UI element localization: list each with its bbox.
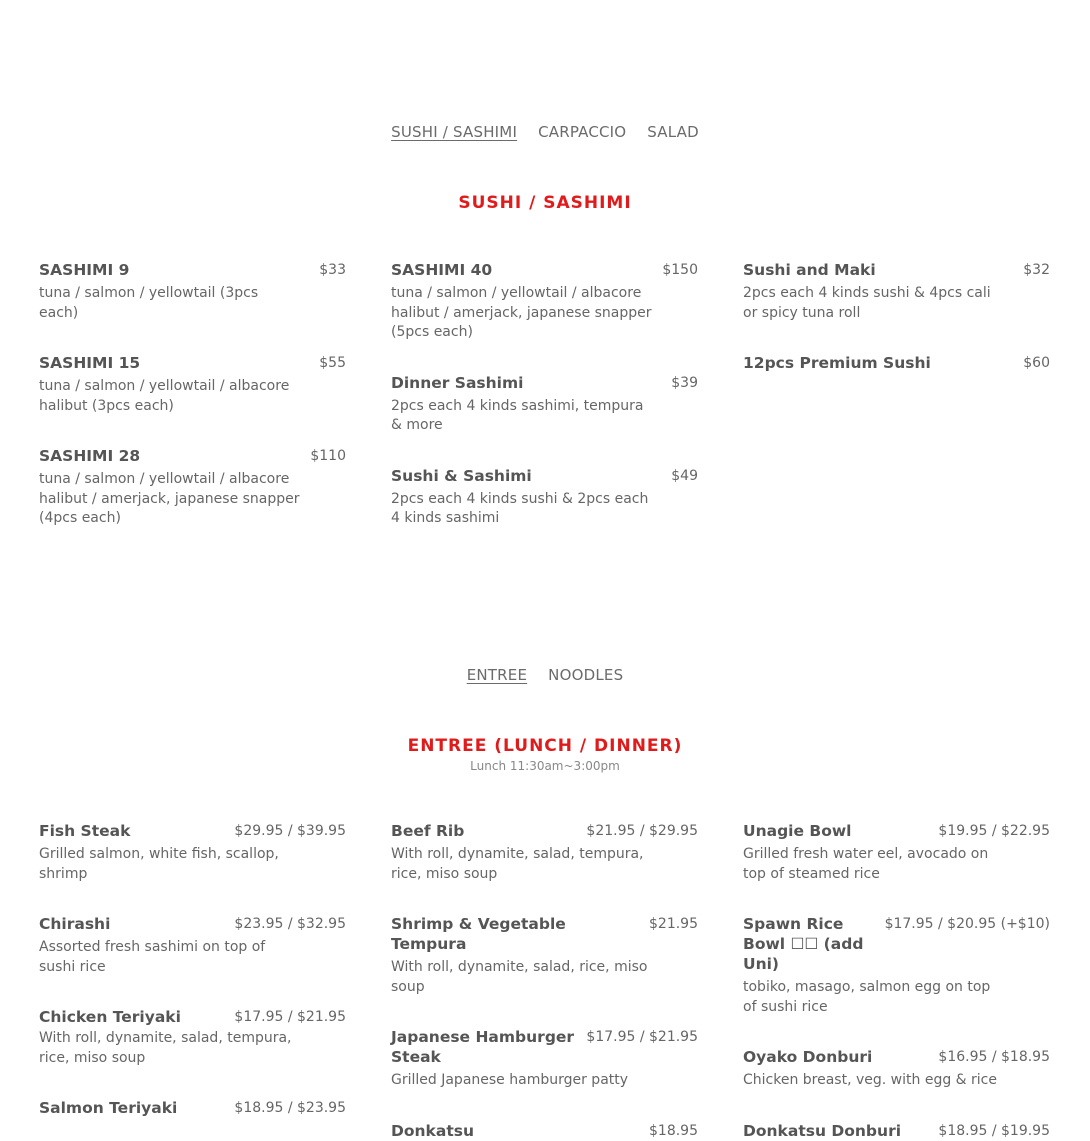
- section-title-sushi: SUSHI / SASHIMI: [458, 193, 632, 213]
- item-price: $39: [671, 374, 698, 391]
- menu-item: [39, 1098, 346, 1118]
- entree-column-1: [39, 821, 346, 1118]
- menu-tabs-top: [0, 123, 1090, 141]
- item-price: $18.95 / $19.95: [938, 1122, 1050, 1139]
- menu-item: [391, 1121, 698, 1141]
- item-price: $33: [319, 262, 346, 278]
- sushi-column-3: [743, 260, 1050, 373]
- menu-item: [391, 466, 698, 529]
- section-subtitle-lunch-hours: Lunch 11:30am~3:00pm: [470, 759, 620, 773]
- item-name: SASHIMI 40: [391, 261, 493, 279]
- item-name: Donkatsu Donburi: [743, 1121, 902, 1140]
- item-name: Spawn Rice Bowl ☐☐ (add Uni): [743, 915, 864, 973]
- item-description: 2pcs each 4 kinds sushi & 2pcs each 4 kinds sashimi: [391, 490, 649, 526]
- item-description: Assorted fresh sashimi on top of sushi rice: [39, 939, 266, 975]
- item-name: Fish Steak: [39, 822, 131, 840]
- item-name: Sushi and Maki: [743, 261, 876, 279]
- menu-item: [743, 1121, 1050, 1141]
- item-price: $17.95 / $21.95: [586, 1029, 698, 1045]
- menu-item: [39, 260, 346, 323]
- menu-item: [743, 1047, 1050, 1091]
- menu-item: [391, 914, 698, 997]
- item-price: $17.95 / $21.95: [234, 1009, 346, 1025]
- item-price: $49: [671, 467, 698, 484]
- menu-item: [743, 821, 1050, 884]
- tab-carpaccio[interactable]: CARPACCIO: [538, 123, 627, 141]
- item-price: $18.95: [649, 1122, 698, 1139]
- menu-item: [743, 260, 1050, 323]
- item-price: $16.95 / $18.95: [938, 1049, 1050, 1065]
- menu-item: [743, 353, 1050, 373]
- item-price: $21.95 / $29.95: [586, 823, 698, 839]
- item-name: Shrimp & Vegetable Tempura: [391, 915, 566, 953]
- item-name: SASHIMI 15: [39, 354, 141, 372]
- menu-item: [39, 1007, 346, 1068]
- item-price: $17.95 / $20.95 (+$10): [884, 916, 1050, 932]
- item-name: Donkatsu: [391, 1121, 474, 1140]
- item-description: tuna / salmon / yellowtail / albacore halibut (3pcs each): [39, 378, 290, 414]
- item-description: Grilled fresh water eel, avocado on top of steamed rice: [743, 846, 989, 882]
- item-price: $19.95 / $22.95: [938, 823, 1050, 839]
- item-price: $55: [319, 355, 346, 371]
- item-description: 2pcs each 4 kinds sashimi, tempura & more: [391, 397, 644, 433]
- item-description: tuna / salmon / yellowtail (3pcs each): [39, 285, 259, 321]
- item-price: $29.95 / $39.95: [234, 823, 346, 839]
- item-name: 12pcs Premium Sushi: [743, 354, 931, 372]
- menu-item: [743, 914, 1050, 1017]
- item-price: $150: [662, 262, 698, 278]
- item-price: $18.95 / $23.95: [234, 1100, 346, 1116]
- item-name: SASHIMI 28: [39, 447, 141, 465]
- item-name: Dinner Sashimi: [391, 373, 524, 392]
- item-name: Japanese Hamburger Steak: [391, 1028, 575, 1066]
- item-description: tuna / salmon / yellowtail / albacore halibut / amerjack, japanese snapper (4pcs each): [39, 471, 300, 526]
- item-description: tobiko, masago, salmon egg on top of sushi rice: [743, 979, 991, 1015]
- menu-item: [39, 353, 346, 416]
- entree-column-2: [391, 821, 698, 1141]
- item-description: Grilled Japanese hamburger patty: [391, 1072, 629, 1088]
- item-name: Chicken Teriyaki: [39, 1008, 181, 1026]
- menu-item: [39, 446, 346, 529]
- item-price: $21.95: [649, 916, 698, 932]
- item-price: $110: [310, 448, 346, 464]
- item-name: Salmon Teriyaki: [39, 1099, 178, 1117]
- item-name: Oyako Donburi: [743, 1048, 873, 1066]
- entree-column-3: [743, 821, 1050, 1141]
- item-name: Unagie Bowl: [743, 822, 852, 840]
- item-description: With roll, dynamite, salad, tempura, rice, miso soup: [391, 846, 644, 882]
- item-price: $23.95 / $32.95: [234, 916, 346, 932]
- section-title-entree: ENTREE (LUNCH / DINNER): [407, 736, 683, 756]
- item-name: Beef Rib: [391, 822, 465, 840]
- sushi-column-2: [391, 260, 698, 529]
- item-price: $60: [1023, 355, 1050, 371]
- item-name: Chirashi: [39, 915, 111, 933]
- menu-item: [391, 1027, 698, 1091]
- item-description: 2pcs each 4 kinds sushi & 4pcs cali or spicy tuna roll: [743, 285, 991, 321]
- item-description: Grilled salmon, white fish, scallop, shrimp: [39, 846, 279, 882]
- sushi-column-1: [39, 260, 346, 529]
- menu-item: [391, 260, 698, 343]
- menu-item: [391, 821, 698, 884]
- item-description: tuna / salmon / yellowtail / albacore halibut / amerjack, japanese snapper (5pcs each): [391, 285, 652, 340]
- menu-item: [39, 914, 346, 977]
- menu-item: [391, 373, 698, 436]
- menu-tabs-bottom: [0, 666, 1090, 684]
- item-name: Sushi & Sashimi: [391, 466, 532, 485]
- item-price: $32: [1023, 262, 1050, 278]
- item-description: With roll, dynamite, salad, tempura, rice, miso soup: [39, 1030, 292, 1066]
- tab-salad[interactable]: SALAD: [647, 123, 699, 141]
- menu-item: [39, 821, 346, 884]
- item-description: Chicken breast, veg. with egg & rice: [743, 1072, 997, 1088]
- tab-sushi-sashimi[interactable]: SUSHI / SASHIMI: [391, 123, 518, 141]
- item-description: With roll, dynamite, salad, rice, miso soup: [391, 959, 648, 995]
- tab-entree[interactable]: ENTREE: [466, 666, 528, 684]
- tab-noodles[interactable]: NOODLES: [548, 666, 624, 684]
- item-name: SASHIMI 9: [39, 261, 130, 279]
